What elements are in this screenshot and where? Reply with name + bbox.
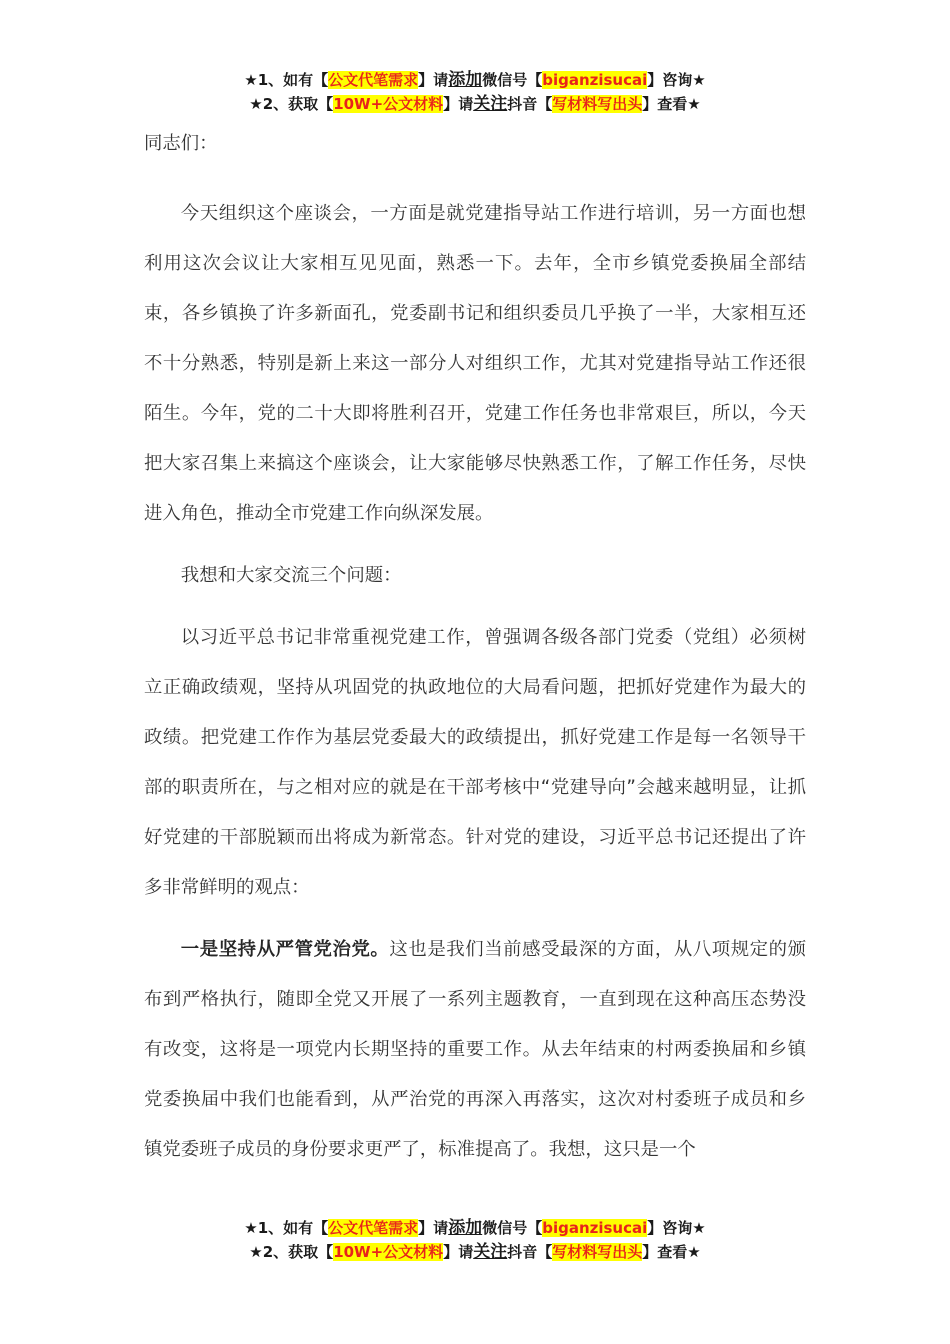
banner-text: ★2、获取【 — [249, 95, 334, 113]
top-banner — [0, 68, 950, 116]
banner-text: 】查看★ — [642, 1243, 701, 1261]
banner-line-2 — [0, 1240, 950, 1264]
paragraph — [144, 189, 806, 539]
banner-underlined-text: 添加 — [448, 70, 483, 90]
banner-highlight: 10W+公文材料 — [333, 1243, 444, 1261]
banner-text: 抖音【 — [507, 1243, 553, 1261]
banner-highlight: biganzisucai — [542, 1219, 648, 1237]
banner-text: 微信号【 — [482, 71, 543, 89]
banner-highlight: 写材料写出头 — [552, 95, 643, 113]
banner-underlined-text: 关注 — [473, 1242, 508, 1262]
banner-text: 抖音【 — [507, 95, 553, 113]
paragraph-lead: 一是坚持从严管党治党。 — [180, 939, 390, 960]
banner-text: 】咨询★ — [647, 1219, 706, 1237]
greeting: 同志们： — [144, 133, 218, 154]
paragraph-text: 今天组织这个座谈会，一方面是就党建指导站工作进行培训，另一方面也想利用这次会议让大家相互见见面，熟悉一下。去年，全市乡镇党委换届全部结束，各乡镇换了许多新面孔，党委副书记和组织委员几乎换了一半，大家相互还不十分熟悉，特别是新上来这一部分人对组织工作，尤其对党建指导站工作还很陌生。今年，党的二十大即将胜利召开，党建工作任务也非常艰巨，所以，今天把大家召集上来搞这个座谈会，让大家能够尽快熟悉工作，了解工作任务，尽快进入角色，推动全市党建工作向纵深发展。 — [144, 203, 806, 524]
banner-text: ★1、如有【 — [244, 71, 329, 89]
banner-text: ★2、获取【 — [249, 1243, 334, 1261]
banner-text: 】请 — [418, 71, 449, 89]
paragraph — [144, 925, 806, 1175]
bottom-banner — [0, 1216, 950, 1264]
banner-line-1 — [0, 1216, 950, 1240]
paragraph-text: 以习近平总书记非常重视党建工作，曾强调各级各部门党委（党组）必须树立正确政绩观，坚持从巩固党的执政地位的大局看问题，把抓好党建作为最大的政绩。把党建工作作为基层党委最大的政绩提出，抓好党建工作是每一名领导干部的职责所在，与之相对应的就是在干部考核中“党建导向”会越来越明显，让抓好党建的干部脱颖而出将成为新常态。针对党的建设，习近平总书记还提出了许多非常鲜明的观点： — [144, 627, 806, 898]
banner-highlight: biganzisucai — [542, 71, 648, 89]
paragraph-text: 我想和大家交流三个问题： — [180, 565, 402, 586]
banner-text: 】请 — [443, 1243, 474, 1261]
banner-line-2 — [0, 92, 950, 116]
banner-underlined-text: 关注 — [473, 94, 508, 114]
banner-text: ★1、如有【 — [244, 1219, 329, 1237]
banner-text: 】查看★ — [642, 95, 701, 113]
document-body — [144, 127, 806, 1187]
banner-highlight: 公文代笔需求 — [328, 1219, 419, 1237]
banner-line-1 — [0, 68, 950, 92]
banner-text: 微信号【 — [482, 1219, 543, 1237]
banner-text: 】请 — [418, 1219, 449, 1237]
banner-text: 】咨询★ — [647, 71, 706, 89]
banner-highlight: 10W+公文材料 — [333, 95, 444, 113]
paragraph — [144, 551, 806, 601]
banner-underlined-text: 添加 — [448, 1218, 483, 1238]
banner-text: 】请 — [443, 95, 474, 113]
banner-highlight: 公文代笔需求 — [328, 71, 419, 89]
paragraph-text: 这也是我们当前感受最深的方面，从八项规定的颁布到严格执行，随即全党又开展了一系列主题教育，一直到现在这种高压态势没有改变，这将是一项党内长期坚持的重要工作。从去年结束的村两委换届和乡镇党委换届中我们也能看到，从严治党的再深入再落实，这次对村委班子成员和乡镇党委班子成员的身份要求更严了，标准提高了。我想，这只是一个 — [144, 939, 806, 1160]
banner-highlight: 写材料写出头 — [552, 1243, 643, 1261]
paragraph — [144, 613, 806, 913]
